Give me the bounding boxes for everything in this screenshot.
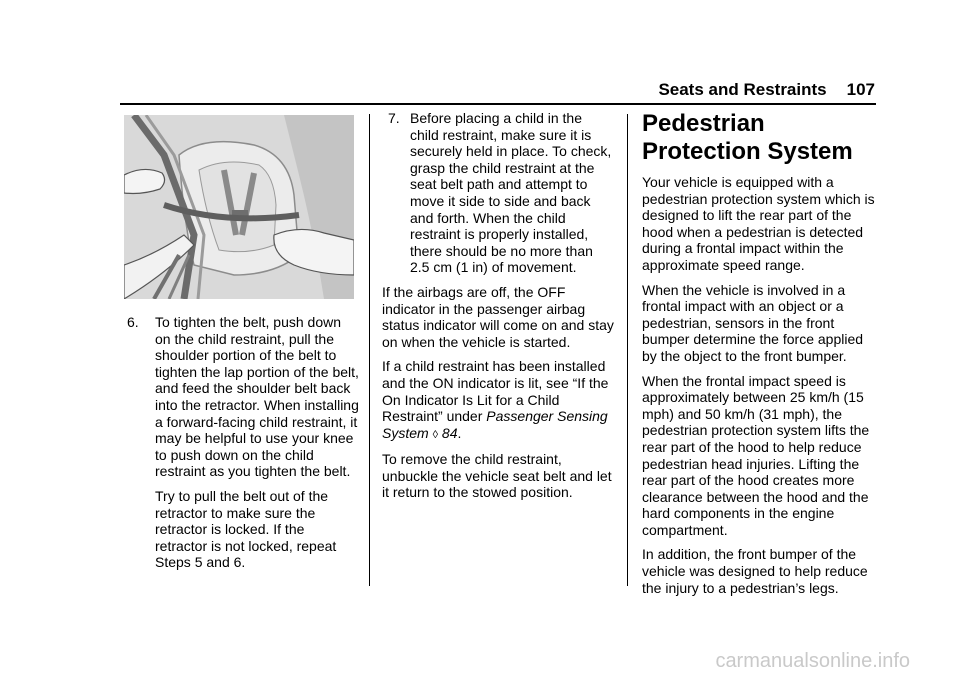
page-number: 107 bbox=[846, 80, 875, 99]
column-divider bbox=[627, 114, 628, 586]
pedestrian-paragraph-4: In addition, the front bumper of the vehicle was designed to help reduce the injury to a pedestrian’s legs. bbox=[642, 546, 868, 596]
watermark-text: carmanualsonline.info bbox=[715, 650, 910, 672]
step-7 bbox=[382, 110, 614, 284]
remove-restraint-paragraph: To remove the child restraint, unbuckle the vehicle seat belt and let it return to the stowed position. bbox=[382, 451, 612, 501]
step-6-followup: Try to pull the belt out of the retractor to make sure the retractor is locked. If the retractor is not locked, repeat Steps 5 and 6. bbox=[155, 487, 337, 571]
pedestrian-paragraph-2: When the vehicle is involved in a frontal impact with an object or a pedestrian, sensors in the front bumper determine the force applied by the object to the front bumper. bbox=[642, 281, 864, 364]
step-text: Before placing a child in the child restraint, make sure it is securely held in place. To check, grasp the child restraint at the seat belt path and attempt to move it side to side and back and forth. When the child restraint is properly installed, there should be no more than 2.5 cm (1 in) of movement. bbox=[410, 110, 612, 276]
step-text: To tighten the belt, push down on the child restraint, pull the shoulder portion of the belt to tighten the lap portion of the belt, and feed the shoulder belt back into the retractor. When installing a forward-facing child restraint, it may be helpful to use your knee to push down on the child restraint as you tighten the belt. bbox=[155, 314, 359, 480]
child-seat-illustration bbox=[124, 115, 354, 299]
column-divider bbox=[369, 114, 370, 586]
watermark-footer bbox=[0, 648, 960, 678]
running-header bbox=[0, 80, 875, 100]
pedestrian-paragraph-3: When the frontal impact speed is approximately between 25 km/h (15 mph) and 50 km/h (31 mph), the pedestrian protection system lifts the rear part of the hood to help reduce pedestrian head injuries. Lifting the rear part of the hood creates more clearance between the hood and the hard components in the engine compartment. bbox=[642, 372, 870, 538]
header-rule bbox=[120, 103, 876, 105]
section-heading: Pedestrian Protection System bbox=[642, 110, 853, 165]
step-number: 7. bbox=[388, 110, 400, 126]
column-left bbox=[127, 314, 359, 579]
passenger-sensing-link[interactable]: Passenger Sensing System ◊ 84 bbox=[382, 408, 608, 441]
step-number: 6. bbox=[127, 314, 139, 330]
column-right bbox=[642, 110, 877, 604]
airbag-off-paragraph: If the airbags are off, the OFF indicator in the passenger airbag status indicator will come on and stay on when the vehicle is started. bbox=[382, 283, 614, 350]
page-ref-icon: ◊ bbox=[432, 428, 439, 441]
section-title: Seats and Restraints bbox=[658, 80, 827, 99]
column-middle bbox=[382, 110, 614, 509]
on-indicator-paragraph: If a child restraint has been installed and the ON indicator is lit, see “If the On Indicator Is Lit for a Child Restraint” under Passenger Sensing System ◊ 84. bbox=[382, 358, 609, 441]
pedestrian-paragraph-1: Your vehicle is equipped with a pedestrian protection system which is designed to lift the rear part of the hood when a pedestrian is detected during a frontal impact within the approximate speed range. bbox=[642, 174, 875, 273]
step-6 bbox=[127, 314, 359, 488]
